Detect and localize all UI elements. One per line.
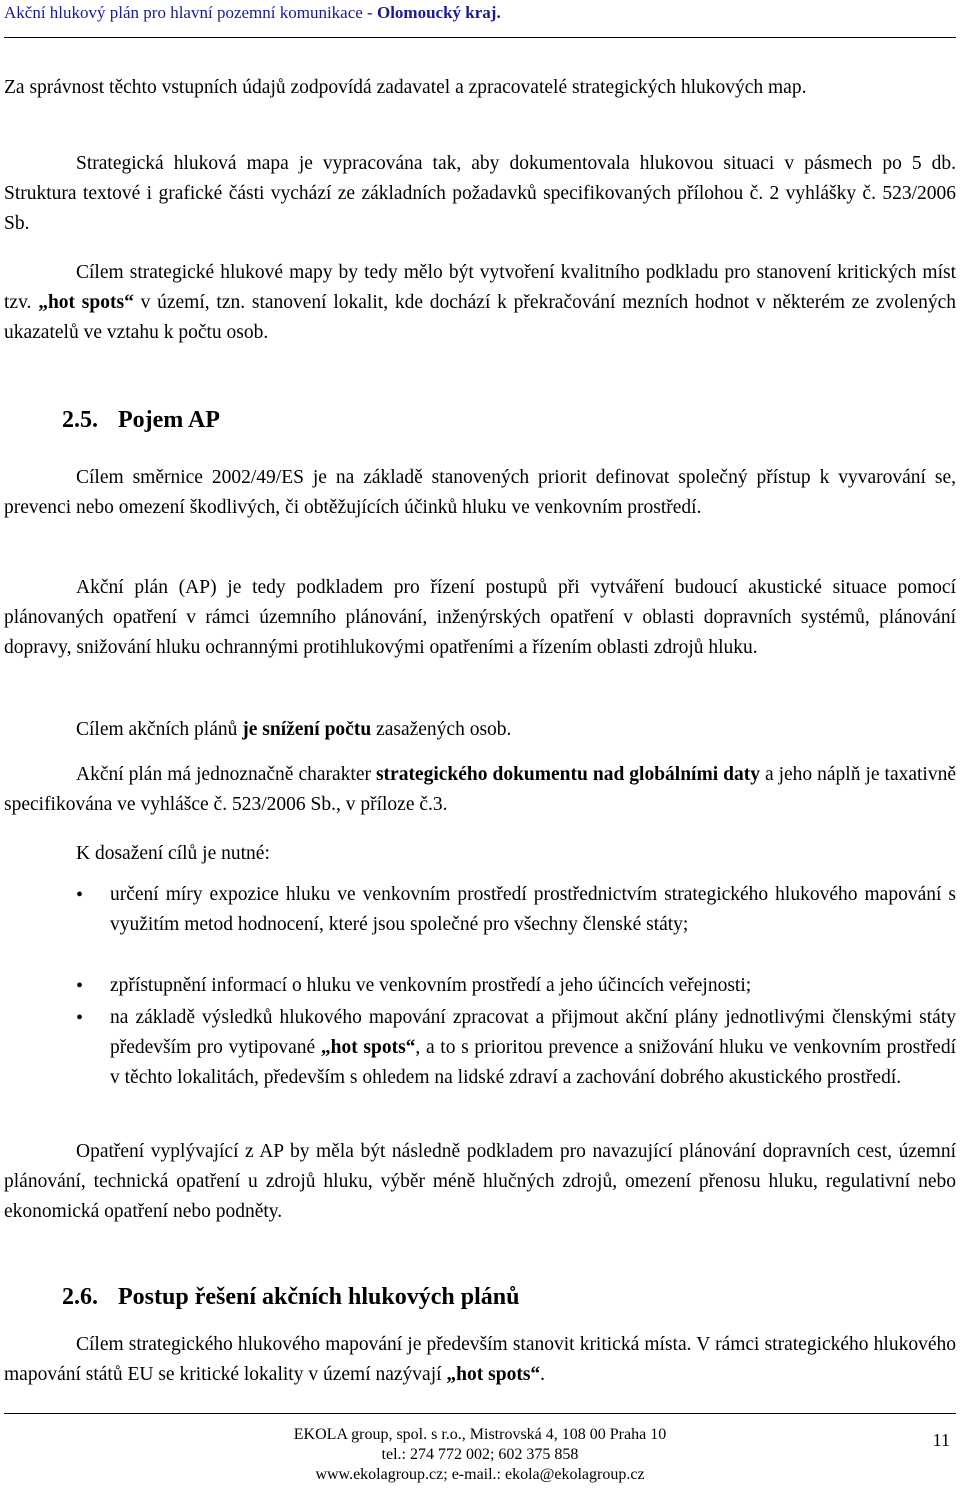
- list-item-exposure: [76, 880, 956, 940]
- section-heading-2-6: [62, 1282, 519, 1312]
- plan-character-emphasis: strategického dokumentu nad globálními daty: [375, 764, 760, 785]
- paragraph-responsibility: Za správnost těchto vstupních údajů zodpovídá zadavatel a zpracovatelé strategických hlukových map.: [4, 77, 807, 98]
- list-item-text-2: , a to s prioritou prevence a snižování hluku ve venkovním prostředí v těchto lokalitách, především s ohledem na lidské zdraví a zachování dobrého akustického prostředí.: [110, 1037, 956, 1088]
- list-item-text: určení míry expozice hluku ve venkovním prostředí prostřednictvím strategického hlukového mapování s využitím metod hodnocení, které jsou společné pro všechny členské státy;: [110, 884, 956, 935]
- plan-goal-text-2: zasažených osob.: [371, 719, 512, 740]
- list-item-text: zpřístupnění informací o hluku ve venkovním prostředí a jeho účincích veřejnosti;: [110, 975, 752, 996]
- header-title: Akční hlukový plán pro hlavní pozemní komunikace -: [4, 3, 377, 22]
- section-title: Postup řešení akčních hlukových plánů: [118, 1284, 520, 1310]
- header-rule: [4, 37, 956, 38]
- paragraph-requirements-intro: K dosažení cílů je nutné:: [76, 843, 270, 864]
- plan-character-text-1: Akční plán má jednoznačně charakter: [76, 764, 376, 785]
- list-item-information: [76, 971, 956, 1001]
- paragraph-noise-map: Strategická hluková mapa je vypracována tak, aby dokumentovala hlukovou situaci v pásmech po 5 db. Struktura textové i grafické části vychází ze základních požadavků specifikovaných přílohou č. 2 vyhlášky č. 523/2006 Sb.: [4, 153, 956, 234]
- paragraph-measures: Opatření vyplývající z AP by měla být následně podkladem pro navazující plánování dopravních cest, územní plánování, technická opatření u zdrojů hluku, výběr méně hlučných zdrojů, omezení přenosu hluku, regulativní nebo ekonomická opatření nebo podněty.: [4, 1141, 956, 1222]
- footer-company: EKOLA group, spol. s r.o., Mistrovská 4, 108 00 Praha 10: [293, 1426, 667, 1443]
- plan-goal-emphasis: je snížení počtu: [242, 719, 372, 740]
- paragraph-procedure: [4, 1330, 956, 1390]
- paragraph-action-plan: Akční plán (AP) je tedy podkladem pro řízení postupů při vytváření budoucí akustické situace pomocí plánovaných opatření v rámci územního plánování, inženýrských opatření v oblasti dopravních systémů, plánování dopravy, snižování hluku ochrannými protihlukovými opatřeními a řízením oblasti zdrojů hluku.: [4, 577, 956, 658]
- procedure-text-2: .: [540, 1364, 546, 1385]
- paragraph-goal-text-2: v území, tzn. stanovení lokalit, kde dochází k překračování mezních hodnot v některém ze zvolených ukazatelů ve vztahu k počtu osob.: [4, 292, 956, 343]
- plan-goal-text-1: Cílem akčních plánů: [76, 719, 243, 740]
- paragraph-directive: Cílem směrnice 2002/49/ES je na základě stanovených priorit definovat společný přístup k vyvarování se, prevenci nebo omezení škodlivých, či obtěžujících účinků hluku ve venkovním prostředí.: [4, 467, 956, 518]
- footer-web: www.ekolagroup.cz; e-mail.: ekola@ekolagroup.cz: [315, 1466, 645, 1483]
- list-item-action-plans: [76, 1003, 956, 1093]
- footer-rule: [4, 1413, 956, 1414]
- paragraph-plan-character: [4, 760, 956, 820]
- bullet-icon: •: [76, 975, 84, 997]
- hot-spots-term: „hot spots“: [446, 1364, 541, 1385]
- hot-spots-term: „hot spots“: [38, 292, 134, 313]
- section-heading-2-5: [62, 405, 220, 435]
- running-header: [4, 2, 956, 24]
- paragraph-goal: [4, 258, 956, 348]
- footer: [0, 1425, 960, 1485]
- section-number: 2.6.: [62, 1284, 98, 1310]
- plan-character-text-2: a jeho náplň je taxativně specifikována ve vyhlášce č. 523/2006 Sb., v příloze č.3.: [4, 764, 956, 815]
- page-number: 11: [932, 1430, 950, 1450]
- bullet-icon: •: [76, 884, 84, 906]
- list-item-text-1: na základě výsledků hlukového mapování zpracovat a přijmout akční plány jednotlivými členskými státy především pro vytipované: [110, 1007, 956, 1058]
- header-region: Olomoucký kraj.: [376, 3, 501, 22]
- footer-phone: tel.: 274 772 002; 602 375 858: [381, 1446, 579, 1463]
- paragraph-goal-text-1: Cílem strategické hlukové mapy by tedy mělo být vytvoření kvalitního podkladu pro stanovení kritických míst tzv.: [4, 262, 956, 313]
- procedure-text-1: Cílem strategického hlukového mapování je především stanovit kritická místa. V rámci strategického hlukového mapování států EU se kritické lokality v území nazývají: [4, 1334, 956, 1385]
- hot-spots-term: „hot spots“: [320, 1037, 416, 1058]
- bullet-icon: •: [76, 1007, 84, 1029]
- paragraph-plan-goal: [4, 715, 956, 745]
- section-number: 2.5.: [62, 407, 98, 433]
- section-title: Pojem AP: [118, 407, 220, 433]
